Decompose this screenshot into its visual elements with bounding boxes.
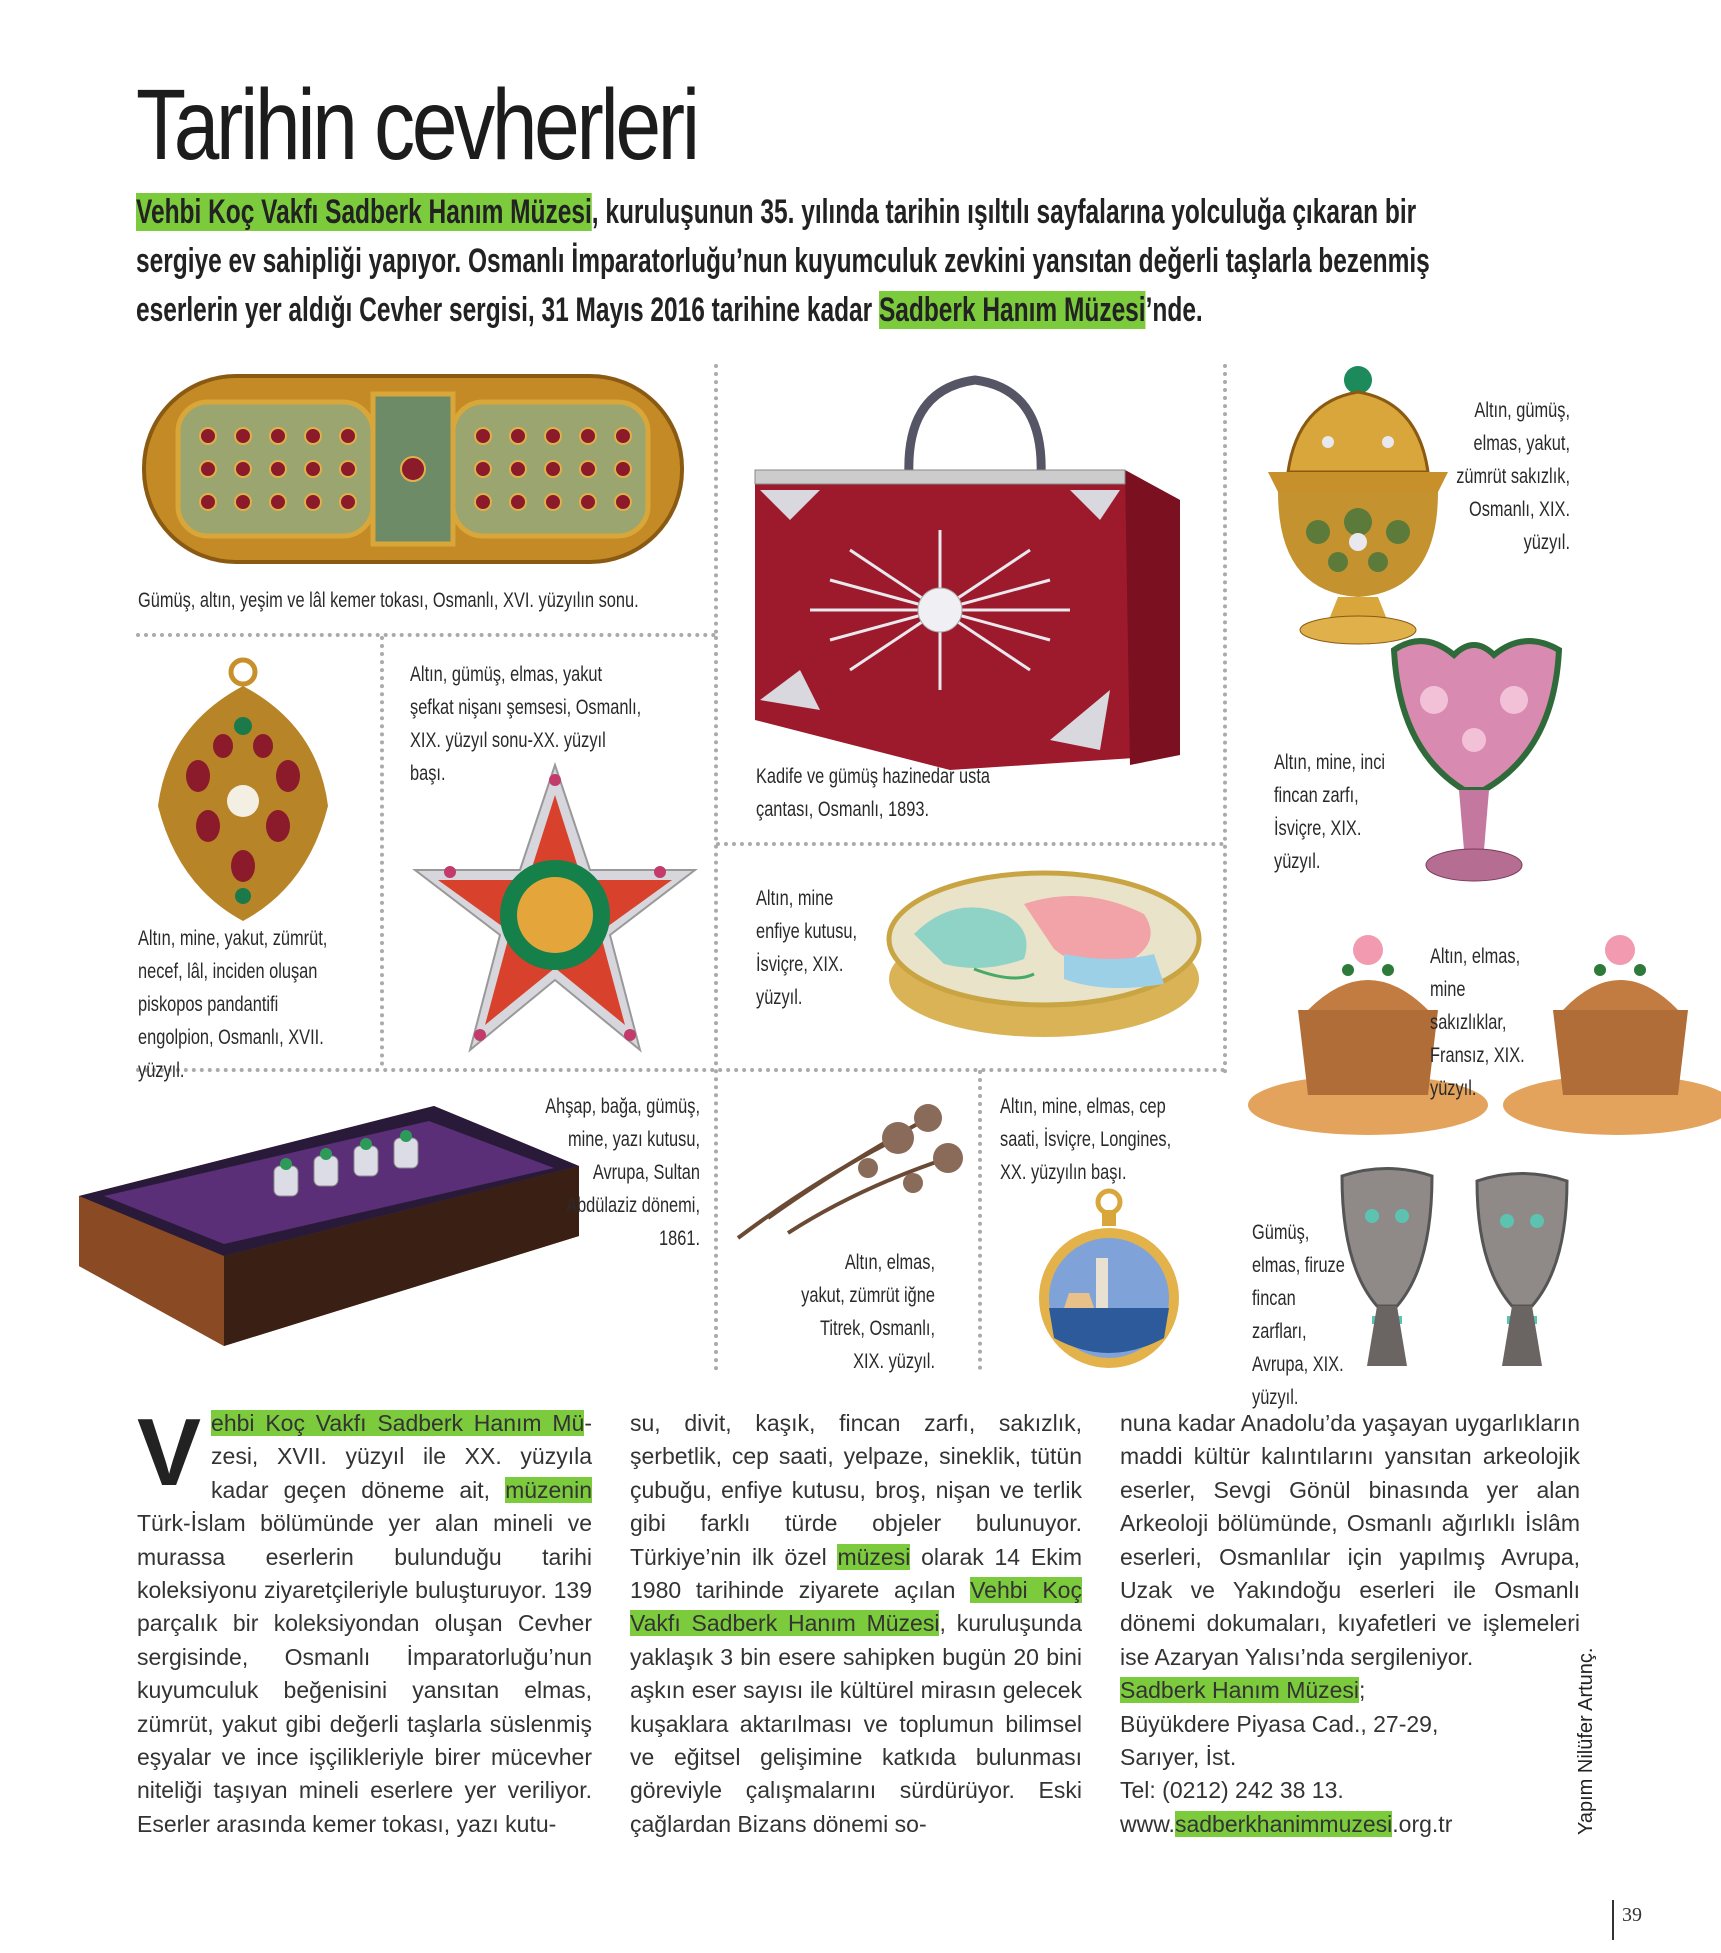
order-star-image [410,760,700,1060]
caption-pendant: Altın, mine, yakut, zümrüt, necef, lâl, inciden oluşan piskopos pandantifi engolpion, Osmanlı, XVII. yüzyıl. [138,927,328,1082]
caption-belt-buckle: Gümüş, altın, yeşim ve lâl kemer tokası, Osmanlı, XVI. yüzyılın sonu. [138,589,639,612]
separator-v1 [714,364,718,634]
pendant-image [148,656,338,926]
website-domain: sadberkhanimmuzesi [1174,1810,1393,1837]
caption-writing-box [544,1090,700,1255]
body-col2-text-a: su, divit, kaşık, fincan zarfı, sakızlık, şerbetlik, cep saati, yelpaze, sineklik, tütün çubuğu, enfiye kutusu, broş, nişan ve terlik gibi farklı türde objeler bulunuyor. Türkiye’nin ilk özel [630,1410,1082,1570]
body-highlight-museum: ehbi Koç Vakfı Sadberk Hanım Mü [211,1410,585,1436]
writing-box-image [74,1096,594,1356]
body-highlight-museum-full: Vehbi Koç Vakfı Sadberk Hanım Müzesi [630,1577,1082,1637]
handbag-image [750,370,1190,780]
website-suffix: .org.tr [1392,1810,1453,1837]
body-column-2 [630,1407,1082,1841]
brooch-image [728,1098,968,1248]
caption-brooch [799,1246,936,1378]
belt-buckle-image [138,366,688,571]
address-museum-name: Sadberk Hanım Müzesi [1120,1677,1360,1704]
intro-paragraph [136,188,1446,335]
separator-v2 [1223,364,1227,1074]
body-col1-text-a: zesi, XVII. yüzyıl ile XX. yüzyıla kadar geçen döneme ait, [211,1443,592,1503]
cup-holder-image [1374,630,1574,900]
caption-mastic-pots: Altın, elmas, mine sakızlıklar, Fransız, XIX. yüzyıl. [1430,945,1525,1100]
address-semicolon: ; [1359,1677,1366,1704]
caption-brooch-text: Altın, elmas, yakut, zümrüt iğne Titrek, Osmanlı, XIX. yüzyıl. [801,1251,935,1373]
body-column-3 [1120,1407,1580,1841]
drop-cap: V [137,1399,202,1506]
body-col2-text-b: olarak 14 Ekim 1980 tarihinde ziyarete açılan [630,1543,1082,1604]
caption-order-star: Altın, gümüş, elmas, yakut şefkat nişanı şemsesi, Osmanlı, XIX. yüzyıl sonu-XX. yüzyıl başı. [410,663,642,785]
separator-v3 [380,636,384,1066]
body-highlight-muzenin: müzenin [505,1476,592,1503]
address-line-1: Büyükdere Piyasa Cad., 27-29, [1120,1710,1439,1737]
address-line-2: Sarıyer, İst. [1120,1744,1237,1771]
caption-snuff-box: Altın, mine enfiye kutusu, İsviçre, XIX. yüzyıl. [756,887,858,1009]
intro-text-1: , kuruluşunun 35. yılında tarihin ışıltılı sayfalarına yolculuğa çıkaran bir sergiye ev sahipliği yapıyor. Osmanlı İmparatorluğu’nun kuyumculuk zevkini yansıtan değerli taşlarla bezenmiş eserlerin yer aldığı Cevher sergisi, 31 Mayıs 2016 tarihine kadar [136,193,1430,329]
caption-cup-holder: Altın, mine, inci fincan zarfı, İsviçre, XIX. yüzyıl. [1274,751,1386,873]
caption-writing-box-text: Ahşap, bağa, gümüş, mine, yazı kutusu, Avrupa, Sultan Abdülaziz dönemi, 1861. [545,1095,700,1250]
credit-line: Yapım Nilüfer Artunç. [1575,1647,1597,1835]
body-col1-text-b: Türk-İslam bölümünde yer alan mineli ve murassa eserlerin bulunduğu tarihi koleksiyonu ziyaretçileriyle buluşturuyor. 139 parçalık bir koleksiyondan oluşan Cevher sergisinde, Osmanlı İmparatorluğu’nun kuyumculuk beğenisini yansıtan elmas, zümrüt, yakut gibi değerli taşlarla süslenmiş eşyalar ve ince işçilikleriyle birer mücevher niteliği taşıyan mineli eserlere yer veriliyor. Eserler arasında kemer tokası, yazı kutu- [137,1510,592,1837]
caption-pocket-watch: Altın, mine, elmas, cep saati, İsviçre, Longines, XX. yüzyılın başı. [1000,1095,1172,1184]
snuff-box-image [884,864,1204,1044]
separator-h2 [716,842,1224,846]
intro-highlight-museum-2: Sadberk Hanım Müzesi [878,291,1146,329]
caption-cup-holders-silver: Gümüş, elmas, firuze fincan zarfları, Avrupa, XIX. yüzyıl. [1252,1221,1345,1409]
separator-v5 [978,1070,982,1370]
body-column-1: Vehbi Koç Vakfı Sadberk Hanım Mü-zesi, XVII. yüzyıl ile XX. yüzyıla kadar geçen döneme ait, müzenin Türk-İslam bölümünde yer alan mineli ve murassa eserlerin bulunduğu tarihi koleksiyonu ziyaretçileriyle buluşturuyor. 139 parçalık bir koleksiyondan oluşan Cevher sergisinde, Osmanlı İmparatorluğu’nun kuyumculuk beğenisini yansıtan elmas, zümrüt, yakut gibi değerli taşlarla süslenmiş eşyalar ve ince işçilikleriyle birer mücevher niteliği taşıyan mineli eserlere yer veriliyor. Eserler arasında kemer tokası, yazı kutu- [137,1399,592,1837]
page-number-divider [1612,1900,1614,1940]
intro-highlight-museum: Vehbi Koç Vakfı Sadberk Hanım Müzesi [136,193,592,231]
intro-text-2: ’nde. [1145,291,1203,329]
cup-holders-silver-image [1332,1166,1592,1376]
caption-mastic-bowl-text: Altın, gümüş, elmas, yakut, zümrüt sakızlık, Osmanlı, XIX. yüzyıl. [1456,399,1570,554]
website-link[interactable] [1120,1811,1452,1837]
separator-h1 [136,633,716,637]
body-col3-text-a: nuna kadar Anadolu’da yaşayan uygarlıkların maddi kültür kalıntılarını yansıtan arkeolojik eserler, Sevgi Gönül binasında yer alan Arkeoloji bölümünde, Osmanlı ağırlıklı İslâm eserleri, Osmanlılar için yapılmış Avrupa, Uzak ve Yakındoğu eserleri ile Osmanlı dönemi dokumaları, kıyafetleri ve işlemeleri ise Azaryan Yalısı’nda sergileniyor. [1120,1410,1580,1670]
page-number: 39 [1622,1904,1642,1926]
caption-handbag: Kadife ve gümüş hazinedar usta çantası, Osmanlı, 1893. [756,765,991,821]
body-highlight-muzesi: müzesi [837,1543,911,1570]
phone-number: Tel: (0212) 242 38 13. [1120,1777,1344,1804]
separator-v4 [714,636,718,1371]
website-prefix: www. [1120,1810,1175,1837]
body-col2-text-c: , kuruluşunda yaklaşık 3 bin esere sahipken bugün 20 bini aşkın eser sayısı ile kültürel mirasın gelecek kuşaklara aktarılması ve toplumun bilimsel ve eğitsel gelişimine katkıda bulunması göreviyle çalışmalarını sürdürüyor. Eski çağlardan Bizans dönemi so- [630,1610,1082,1837]
page-title: Tarihin cevherleri [136,69,697,181]
pocket-watch-image [1034,1188,1184,1378]
caption-mastic-bowl [1422,394,1570,559]
